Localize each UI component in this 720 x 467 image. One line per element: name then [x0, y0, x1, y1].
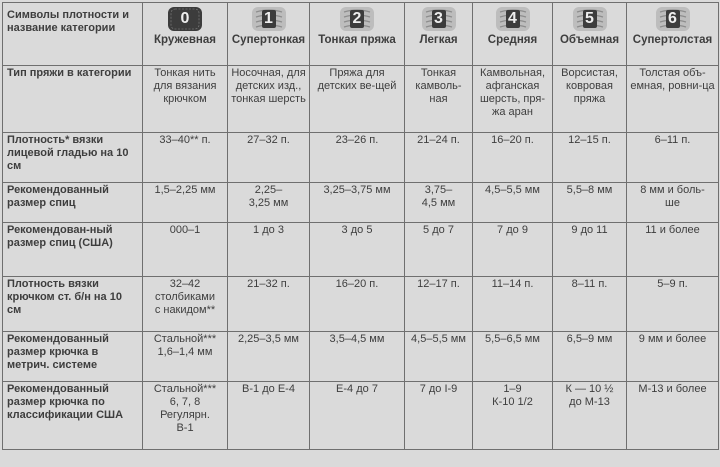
table-cell: К — 10 ½ до М-13 — [553, 382, 627, 450]
category-0 — [143, 3, 228, 66]
table-cell: 12–15 п. — [553, 133, 627, 183]
category-6 — [627, 3, 719, 66]
table-cell: B-1 до E-4 — [228, 382, 310, 450]
table-cell: 5–9 п. — [627, 277, 719, 332]
table-cell: 21–32 п. — [228, 277, 310, 332]
table-row — [3, 332, 719, 382]
yarn-skein-icon: 1 — [251, 6, 287, 32]
category-4 — [473, 3, 553, 66]
row-label: Рекомендованный размер крючка по классификации США — [3, 382, 143, 450]
table-cell: 3,25–3,75 мм — [310, 183, 405, 223]
category-3 — [405, 3, 473, 66]
table-cell: 27–32 п. — [228, 133, 310, 183]
table-cell: 1 до 3 — [228, 223, 310, 277]
table-cell: 5 до 7 — [405, 223, 473, 277]
table-cell: 2,25–3,5 мм — [228, 332, 310, 382]
table-cell: Носочная, для детских изд., тонкая шерсть — [228, 66, 310, 133]
table-cell: 3,75– 4,5 мм — [405, 183, 473, 223]
table-cell: 3 до 5 — [310, 223, 405, 277]
table-cell: 8 мм и боль- ше — [627, 183, 719, 223]
table-cell: 16–20 п. — [473, 133, 553, 183]
category-2 — [310, 3, 405, 66]
table-cell: Стальной*** 6, 7, 8 Регулярн. B-1 — [143, 382, 228, 450]
table-row — [3, 133, 719, 183]
table-row — [3, 183, 719, 223]
category-1 — [228, 3, 310, 66]
category-name: Тонкая пряжа — [318, 34, 396, 46]
header-label: Символы плотности и название категории — [3, 3, 143, 66]
row-label: Рекомендованный размер спиц — [3, 183, 143, 223]
table-cell: 33–40** п. — [143, 133, 228, 183]
table-cell: 11 и более — [627, 223, 719, 277]
row-label: Плотность вязки крючком ст. б/н на 10 см — [3, 277, 143, 332]
yarn-skein-icon: 3 — [421, 6, 457, 32]
table-cell: 23–26 п. — [310, 133, 405, 183]
table-cell: 12–17 п. — [405, 277, 473, 332]
category-5 — [553, 3, 627, 66]
yarn-skein-icon: 6 — [655, 6, 691, 32]
table-cell: 4,5–5,5 мм — [473, 183, 553, 223]
row-label: Тип пряжи в категории — [3, 66, 143, 133]
table-cell: Тонкая камволь-ная — [405, 66, 473, 133]
table-cell: Пряжа для детских ве-щей — [310, 66, 405, 133]
table-cell: 6,5–9 мм — [553, 332, 627, 382]
table-cell: Тонкая нить для вязания крючком — [143, 66, 228, 133]
table-row — [3, 66, 719, 133]
table-cell: 6–11 п. — [627, 133, 719, 183]
yarn-skein-icon: 2 — [339, 6, 375, 32]
table-row — [3, 382, 719, 450]
table-cell: 8–11 п. — [553, 277, 627, 332]
table-cell: 7 до I-9 — [405, 382, 473, 450]
table-cell: 3,5–4,5 мм — [310, 332, 405, 382]
table-cell: 7 до 9 — [473, 223, 553, 277]
table-cell: 1,5–2,25 мм — [143, 183, 228, 223]
table-row — [3, 223, 719, 277]
table-cell: Стальной*** 1,6–1,4 мм — [143, 332, 228, 382]
yarn-weight-table — [2, 2, 719, 450]
yarn-skein-icon: 0 — [167, 6, 203, 32]
table-cell: Толстая объ-емная, ровни-ца — [627, 66, 719, 133]
table-cell: 5,5–8 мм — [553, 183, 627, 223]
category-name: Кружевная — [154, 34, 216, 46]
row-label: Рекомендованный размер крючка в метрич. системе — [3, 332, 143, 382]
category-name: Супертонкая — [231, 34, 306, 46]
category-name: Средняя — [487, 34, 538, 46]
table-cell: 21–24 п. — [405, 133, 473, 183]
table-row — [3, 277, 719, 332]
table-cell: 16–20 п. — [310, 277, 405, 332]
category-name: Объемная — [559, 34, 620, 46]
table-cell: 4,5–5,5 мм — [405, 332, 473, 382]
table-cell: 1–9 К-10 1/2 — [473, 382, 553, 450]
table-cell: М-13 и более — [627, 382, 719, 450]
row-label: Плотность* вязки лицевой гладью на 10 см — [3, 133, 143, 183]
table-cell: Камвольная, афганская шерсть, пря-жа аран — [473, 66, 553, 133]
table-cell: 2,25– 3,25 мм — [228, 183, 310, 223]
table-cell: 11–14 п. — [473, 277, 553, 332]
table-cell: E-4 до 7 — [310, 382, 405, 450]
table-cell: 9 до 11 — [553, 223, 627, 277]
row-label: Рекомендован-ный размер спиц (США) — [3, 223, 143, 277]
category-name: Супертолстая — [632, 34, 713, 46]
table-cell: 000–1 — [143, 223, 228, 277]
header-row — [3, 3, 719, 66]
category-name: Легкая — [419, 34, 458, 46]
yarn-skein-icon: 4 — [495, 6, 531, 32]
table-cell: 5,5–6,5 мм — [473, 332, 553, 382]
yarn-skein-icon: 5 — [572, 6, 608, 32]
table-cell: 9 мм и более — [627, 332, 719, 382]
table-cell: Ворсистая, ковровая пряжа — [553, 66, 627, 133]
table-cell: 32–42 столбиками с накидом** — [143, 277, 228, 332]
